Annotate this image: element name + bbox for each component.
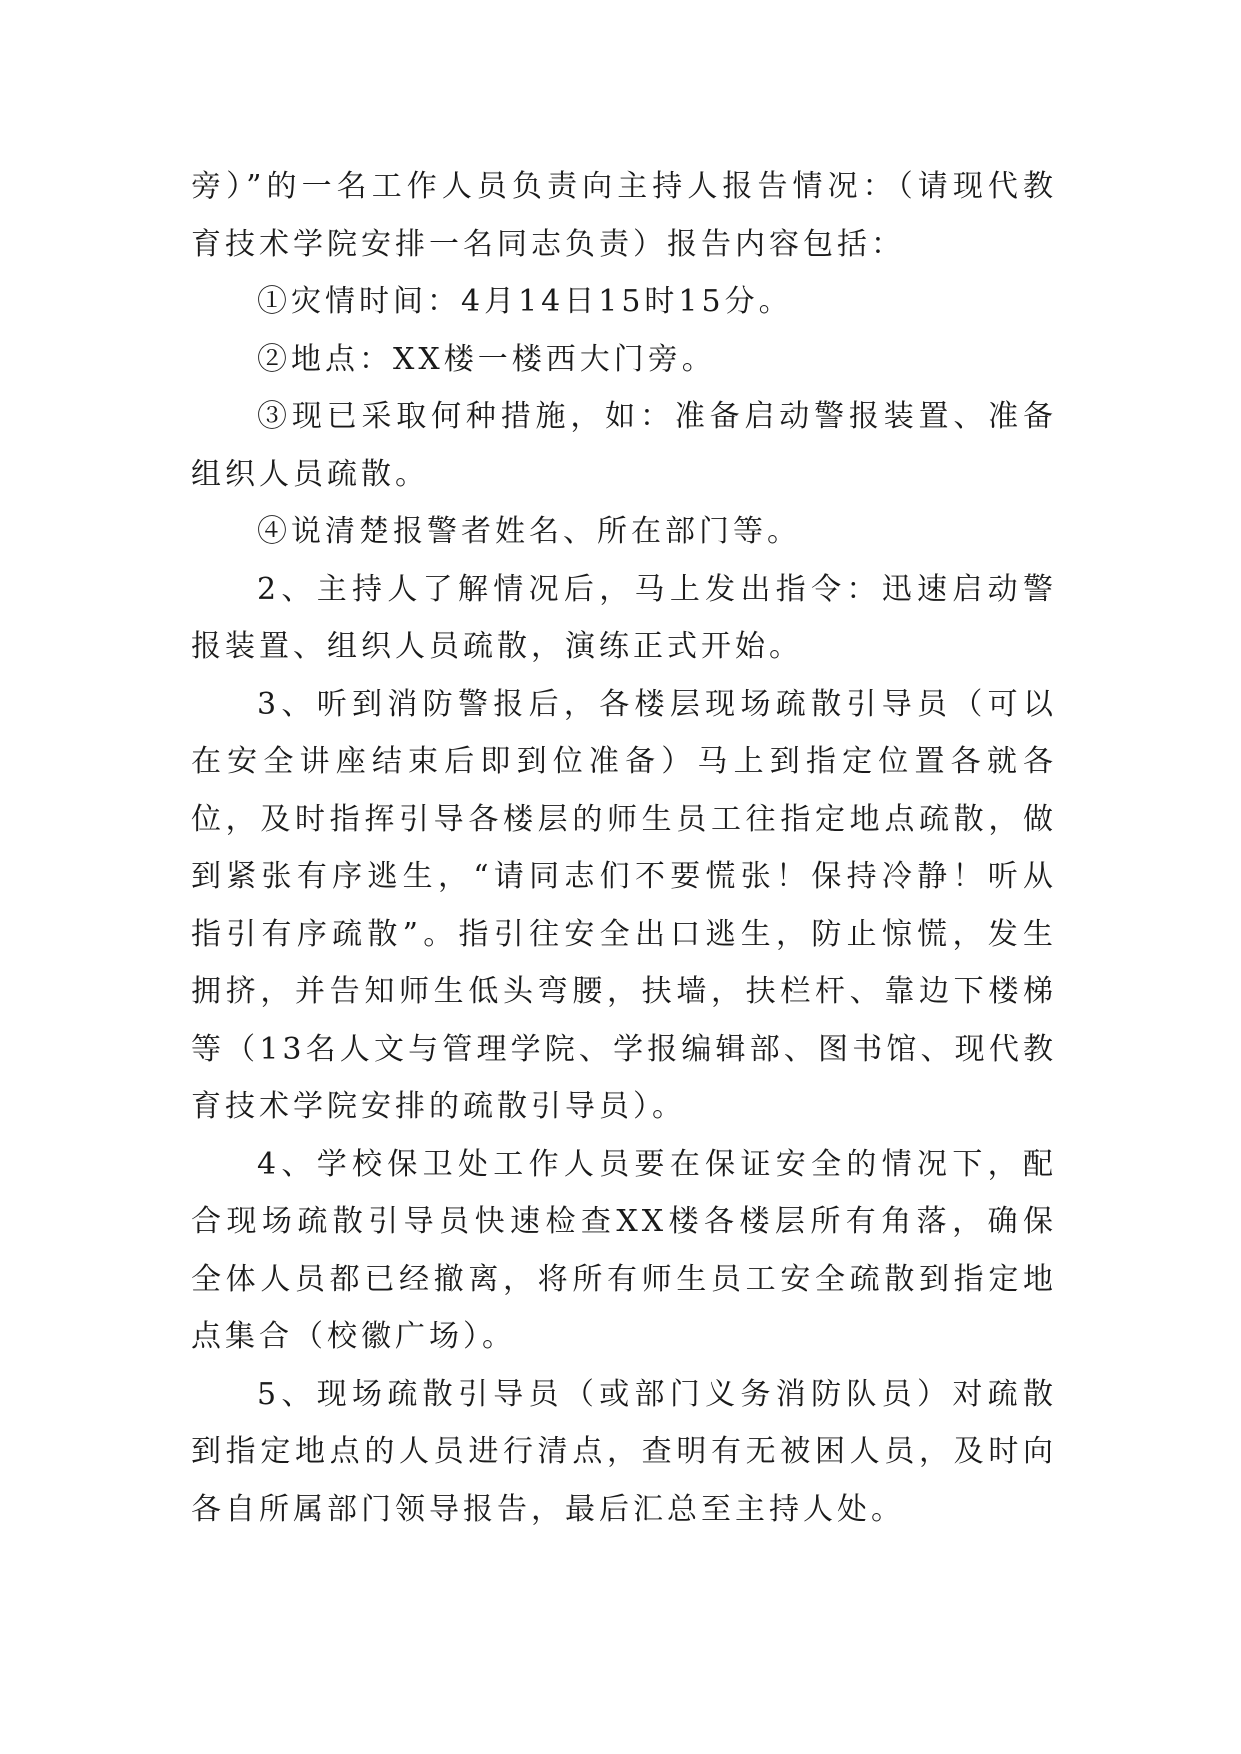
paragraph-step-2: 2、主持人了解情况后，马上发出指令：迅速启动警报装置、组织人员疏散，演练正式开始。: [191, 571, 1057, 664]
paragraph-report-intro: 旁）”的一名工作人员负责向主持人报告情况：（请现代教育技术学院安排一名同志负责）报告内容包括：: [191, 169, 1057, 262]
paragraph-step-4: 4、学校保卫处工作人员要在保证安全的情况下，配合现场疏散引导员快速检查XX楼各楼层所有角落，确保全体人员都已经撤离，将所有师生员工安全疏散到指定地点集合（校徽广场）。: [191, 1146, 1057, 1354]
paragraph-item-measures: ③现已采取何种措施，如：准备启动警报装置、准备组织人员疏散。: [191, 399, 1057, 492]
paragraph-step-5: 5、现场疏散引导员（或部门义务消防队员）对疏散到指定地点的人员进行清点，查明有无被困人员，及时向各自所属部门领导报告，最后汇总至主持人处。: [191, 1376, 1057, 1527]
paragraph-item-reporter: ④说清楚报警者姓名、所在部门等。: [257, 514, 801, 549]
paragraph-item-time: ①灾情时间：4月14日15时15分。: [257, 284, 793, 319]
paragraph-step-3: 3、听到消防警报后，各楼层现场疏散引导员（可以在安全讲座结束后即到位准备）马上到指定位置各就各位，及时指挥引导各楼层的师生员工往指定地点疏散，做到紧张有序逃生，“请同志们不要慌张！保持冷静！听从指引有序疏散”。指引往安全出口逃生，防止惊慌，发生拥挤，并告知师生低头弯腰，扶墙，扶栏杆、靠边下楼梯等（13名人文与管理学院、学报编辑部、图书馆、现代教育技术学院安排的疏散引导员）。: [191, 686, 1057, 1124]
document-body: [191, 158, 1057, 1538]
paragraph-item-location: ②地点：XX楼一楼西大门旁。: [257, 341, 716, 377]
